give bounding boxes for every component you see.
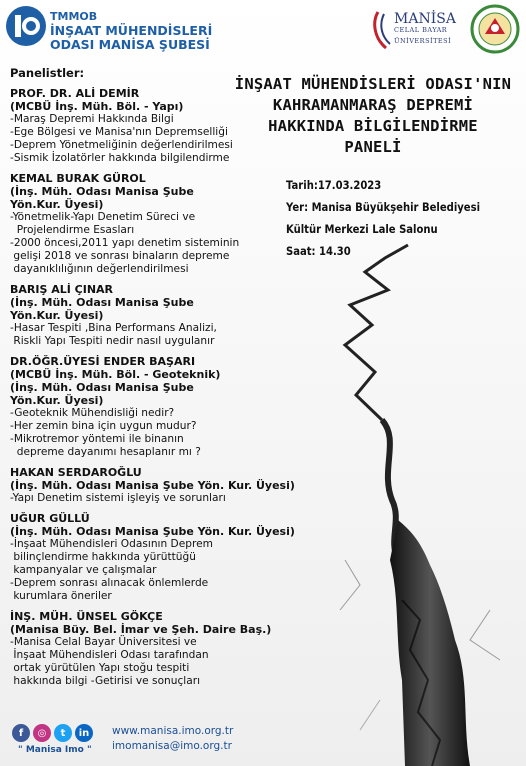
panelist-name: PROF. DR. ALİ DEMİR: [10, 87, 140, 100]
panelist-topic: hakkında bilgi -Getirisi ve sonuçları: [10, 675, 201, 687]
org-name: [50, 10, 212, 52]
social-icons: [12, 724, 93, 742]
panelist-block: [10, 466, 310, 505]
org-line1: TMMOB: [50, 10, 98, 23]
panelist-topic: -Ege Bölgesi ve Manisa'nın Depremselliği: [10, 126, 228, 138]
event-time: Saat: 14.30: [286, 244, 351, 258]
panelist-topic: bilinçlendirme hakkında yürüttüğü: [10, 551, 196, 563]
panelist-topic: -2000 öncesi,2011 yapı denetim sisteminin: [10, 237, 240, 249]
panelist-block: [10, 172, 310, 276]
panelist-role: (İnş. Müh. Odası Manisa Şube: [10, 185, 194, 198]
panelist-topic: -Deprem Yönetmeliğinin değerlendirilmesi: [10, 139, 233, 151]
panelist-topic: -Deprem sonrası alınacak önlemlerde: [10, 577, 209, 589]
linkedin-icon[interactable]: in: [75, 724, 93, 742]
panelist-block: [10, 610, 310, 688]
title-line4: PANELİ: [344, 138, 402, 156]
org-line3: ODASI MANİSA ŞUBESİ: [50, 37, 210, 52]
panelist-topic: -Her zemin bina için uygun mudur?: [10, 420, 197, 432]
event-venue-line2: Kültür Merkezi Lale Salonu: [286, 222, 438, 236]
panelist-role: Yön.Kur. Üyesi): [10, 309, 104, 322]
university-name-main: MANİSA: [394, 11, 456, 27]
website-link[interactable]: www.manisa.imo.org.tr: [112, 725, 234, 737]
panelist-topic: -Maraş Depremi Hakkında Bilgi: [10, 113, 174, 125]
panelist-topic: Projelendirme Esasları: [10, 224, 135, 236]
panelist-block: [10, 512, 310, 603]
panelist-topic: İnşaat Mühendisleri Odası tarafından: [10, 649, 209, 661]
panelist-name: BARIŞ ALİ ÇINAR: [10, 283, 114, 296]
panelist-topic: -İnşaat Mühendisleri Odasının Deprem: [10, 538, 213, 550]
panelists-heading: Panelistler:: [10, 66, 85, 80]
panelist-role: (İnş. Müh. Odası Manisa Şube Yön. Kur. Üyesi): [10, 479, 295, 492]
org-line2: İNŞAAT MÜHENDİSLERİ: [50, 23, 213, 38]
panelist-topic: gelişi 2018 ve sonrası binaların depreme: [10, 250, 230, 262]
panelist-topic: -Hasar Tespiti ,Bina Performans Analizi,: [10, 322, 217, 334]
panelist-topic: kampanyalar ve çalışmalar: [10, 564, 157, 576]
panelist-list: [10, 87, 310, 688]
facebook-icon[interactable]: f: [12, 724, 30, 742]
panelist-topic: -Geoteknik Mühendisliği nedir?: [10, 407, 175, 419]
title-line1: İNŞAAT MÜHENDİSLERİ ODASI'NIN: [234, 75, 512, 93]
panelist-topic: -Yönetmelik-Yapı Denetim Süreci ve: [10, 211, 196, 223]
panelist-topic: ortak yürütülen Yapı stoğu tespiti: [10, 662, 190, 674]
panelist-block: [10, 283, 310, 348]
contact-links: [112, 724, 233, 754]
panelist-role: (MCBÜ İnş. Müh. Böl. - Geoteknik): [10, 368, 221, 381]
panelist-topic: depreme dayanımı hesaplanır mı ?: [10, 446, 201, 458]
panelist-name: DR.ÖĞR.ÜYESİ ENDER BAŞARI: [10, 355, 196, 368]
panelist-topic: kurumlara öneriler: [10, 590, 112, 602]
panelist-topic: Riskli Yapı Tespiti nedir nasıl uygulanır: [10, 335, 215, 347]
panelist-topic: -Manisa Celal Bayar Üniversitesi ve: [10, 636, 197, 648]
panelist-block: [10, 87, 310, 165]
panelist-topic: -Sismik İzolatörler hakkında bilgilendirme: [10, 152, 230, 164]
email-link[interactable]: imomanisa@imo.org.tr: [112, 740, 232, 752]
social-handle: " Manisa Imo ": [18, 745, 92, 755]
panelist-role: (İnş. Müh. Odası Manisa Şube: [10, 381, 194, 394]
twitter-icon[interactable]: t: [54, 724, 72, 742]
event-details: [286, 174, 506, 262]
org-header: [6, 6, 212, 52]
university-name-sub2: ÜNİVERSİTESİ: [394, 37, 452, 45]
title-line2: KAHRAMANMARAŞ DEPREMİ: [272, 96, 474, 114]
panelist-topic: -Yapı Denetim sistemi işleyiş ve sorunları: [10, 492, 226, 504]
event-date: Tarih:17.03.2023: [286, 178, 382, 192]
municipality-seal-icon: [470, 4, 520, 54]
panelist-name: İNŞ. MÜH. ÜNSEL GÖKÇE: [10, 610, 163, 623]
panelist-topic: -Mikrotremor yöntemi ile binanın: [10, 433, 184, 445]
event-venue-line1: Yer: Manisa Büyükşehir Belediyesi: [286, 200, 481, 214]
panelist-name: HAKAN SERDAROĞLU: [10, 466, 142, 479]
panelist-name: KEMAL BURAK GÜROL: [10, 172, 146, 185]
instagram-icon[interactable]: ◎: [33, 724, 51, 742]
panelist-name: UĞUR GÜLLÜ: [10, 512, 90, 525]
title-line3: HAKKINDA BİLGİLENDİRME: [268, 117, 478, 135]
panelist-role: (İnş. Müh. Odası Manisa Şube Yön. Kur. Üyesi): [10, 525, 295, 538]
university-name-sub1: CELAL BAYAR: [394, 26, 448, 34]
panelist-role: (İnş. Müh. Odası Manisa Şube: [10, 296, 194, 309]
imo-logo-icon: [6, 6, 46, 46]
panelist-role: (Manisa Büy. Bel. İmar ve Şeh. Daire Baş.): [10, 623, 272, 636]
panelists-section: [10, 66, 310, 688]
panelist-block: [10, 355, 310, 459]
university-name: [394, 11, 456, 47]
panelist-role: Yön.Kur. Üyesi): [10, 198, 104, 211]
panelist-role: (MCBÜ İnş. Müh. Böl. - Yapı): [10, 100, 184, 113]
panelist-role: Yön.Kur. Üyesi): [10, 394, 104, 407]
panelist-topic: dayanıklılığının değerlendirilmesi: [10, 263, 189, 275]
